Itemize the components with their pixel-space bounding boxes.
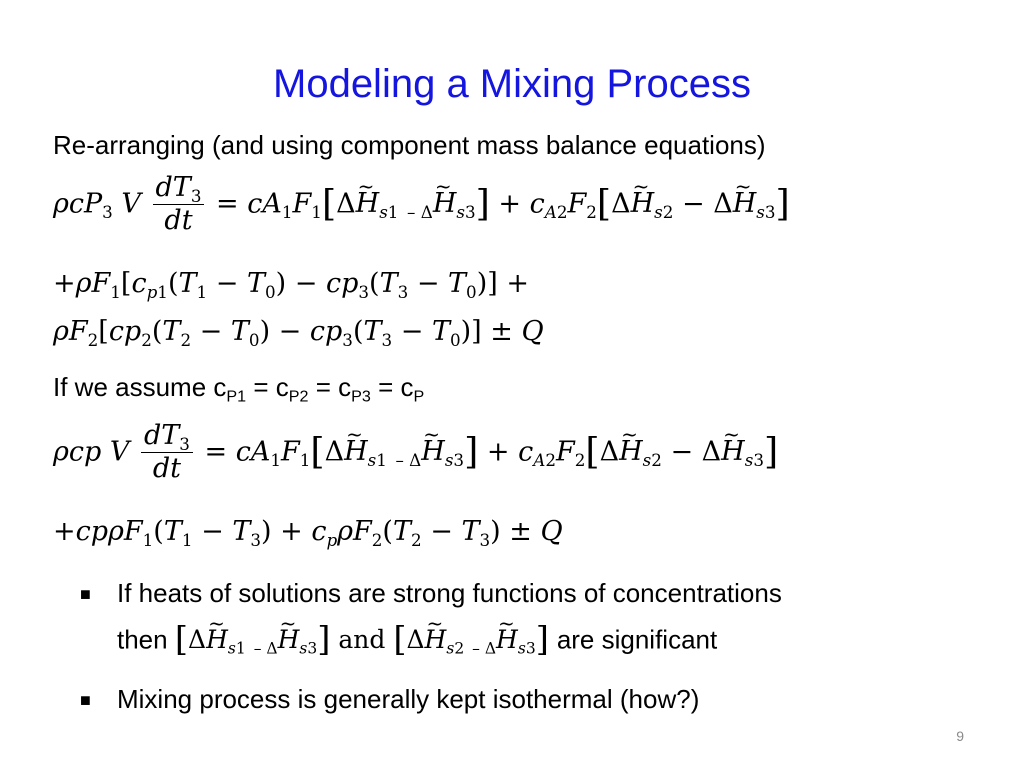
bullet-item-heats-line1: If heats of solutions are strong functions of concentrations bbox=[117, 578, 782, 608]
equation-energy-balance-2: $+\rho F_1[c_{p1}(T_1 - T_0) - cp_3(T_3 - T_0)]$ + bbox=[53, 268, 529, 302]
square-bullet-icon: ■ bbox=[80, 584, 91, 604]
slide-title: Modeling a Mixing Process bbox=[273, 62, 751, 106]
page-number: 9 bbox=[956, 728, 964, 744]
bullet-item-heats-line2: then [Δ~ $H_{s1}$ $_{- \Delta}$~ $H_{s3}$] and [Δ~ $H_{s2}$ $_{- \Delta}$~ $H_{s3}$] are significant bbox=[117, 620, 717, 659]
intro-text: Re-arranging (and using component mass balance equations) bbox=[53, 130, 766, 160]
square-bullet-icon: ■ bbox=[80, 690, 91, 710]
equation-energy-balance-1: ρcP$_3$ V $\frac{dT_3}{dt}$ = $cA_1F_1[\Delta\sim$ $H_{s1}$ $_{- \Delta}$~ $H_{s3}$] + $c_{A2}F_2[\Delta\sim$ $H_{s2}$ − Δ~ $H_{s3}$] bbox=[53, 172, 790, 238]
equation-isothermal-cp-2: $+cp\rho F_1(T_1 - T_3) + c_p\rho F_2(T_2 - T_3) \pm Q$ bbox=[53, 516, 563, 550]
assumption-text: If we assume $c_{P1} = c_{P2} = c_{P3} = c_P$ bbox=[53, 372, 425, 406]
bullet-item-isothermal: Mixing process is generally kept isothermal (how?) bbox=[117, 684, 700, 714]
equation-energy-balance-3: $\rho F_2[cp_2(T_2 - T_0) - cp_3(T_3 - T_0)] \pm Q$ bbox=[53, 316, 544, 350]
equation-isothermal-cp-1: ρcp V $\frac{dT_3}{dt}$ = $cA_1F_1[\Delta\sim$ $H_{s1}$ $_{- \Delta}$~ $H_{s3}$] + $c_{A2}F_2[\Delta\sim$ $H_{s2}$ − Δ~ $H_{s3}$] bbox=[53, 420, 778, 486]
